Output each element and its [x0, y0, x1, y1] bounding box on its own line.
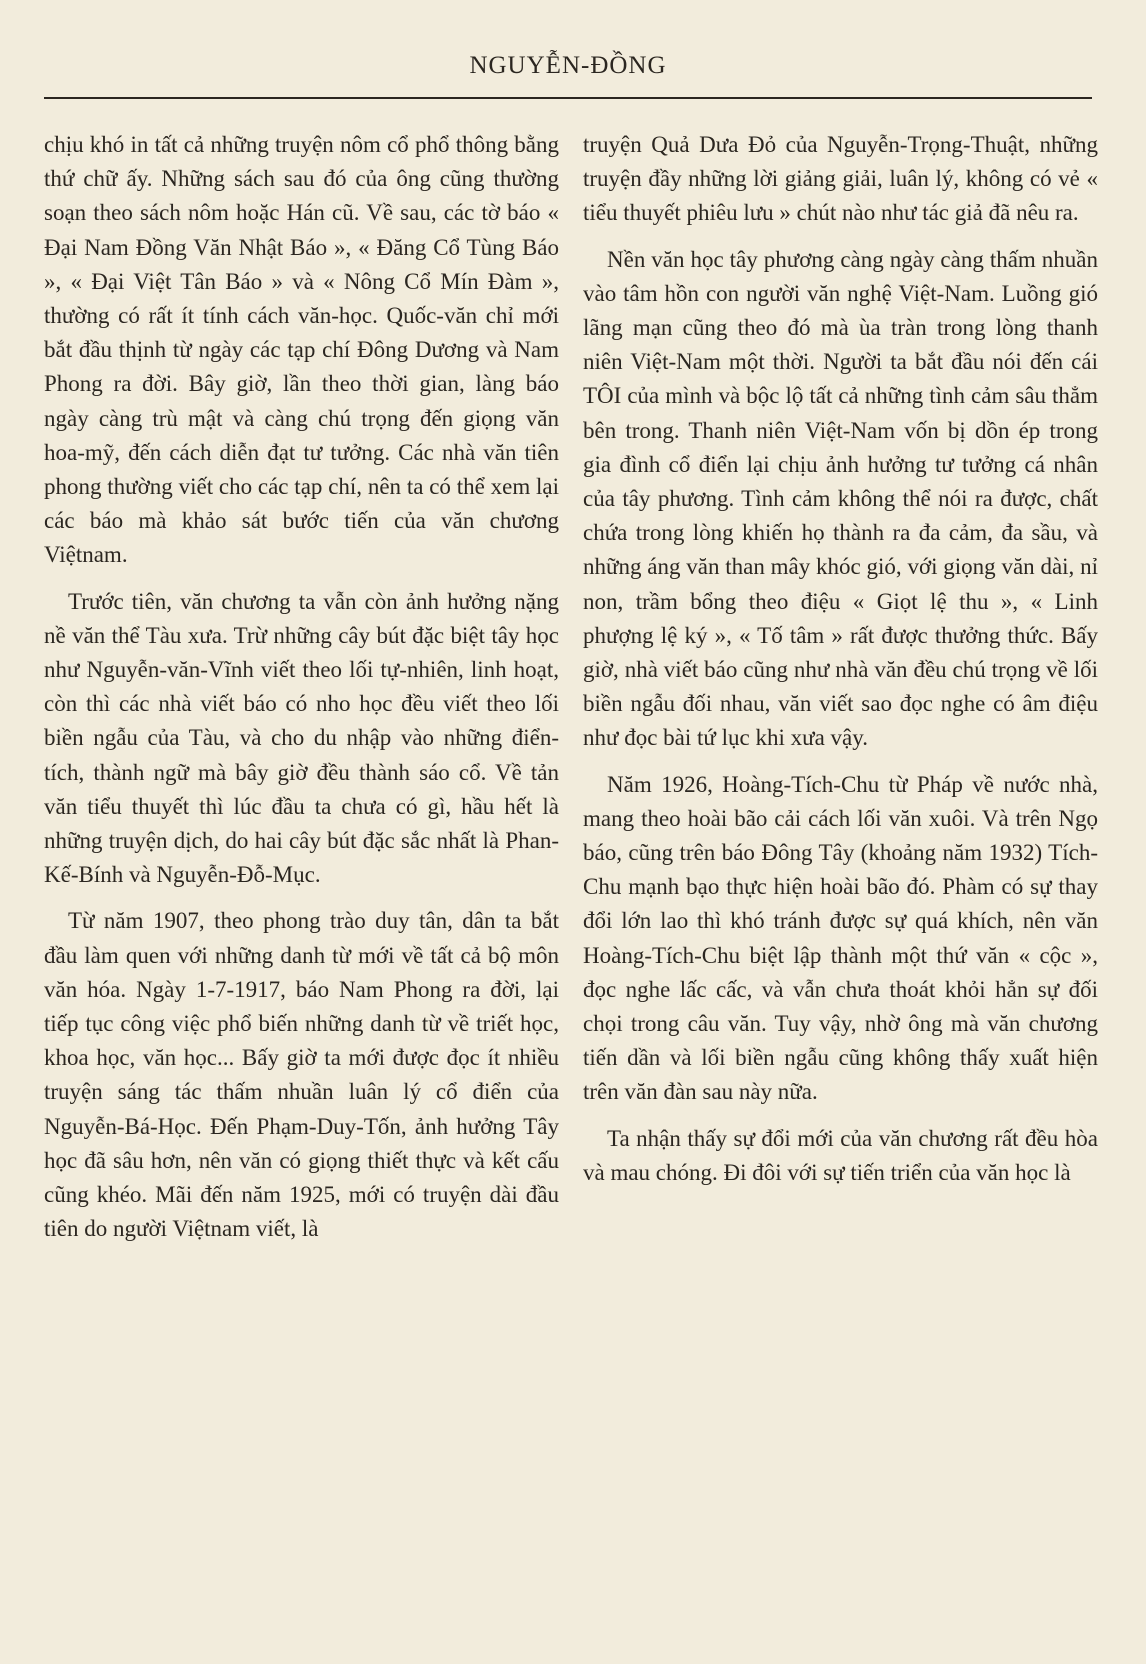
running-header: NGUYỄN-ĐỒNG [469, 52, 667, 79]
paragraph: truyện Quả Dưa Đỏ của Nguyễn-Trọng-Thuật, những truyện đầy những lời giảng giải, luân lý, không có vẻ « tiểu thuyết phiêu lưu » chút nào như tác giả đã nêu ra. [583, 132, 1098, 226]
right-column [583, 128, 1098, 1190]
paragraph: Nền văn học tây phương càng ngày càng thấm nhuần vào tâm hồn con người văn nghệ Việt-Nam. Luồng gió lãng mạn cũng theo đó mà ùa tràn trong lòng thanh niên Việt-Nam một thời. Người ta bắt đầu nói đến cái TÔI của mình và bộc lộ tất cả những tình cảm sâu thẳm bên trong. Thanh niên Việt-Nam vốn bị dồn ép trong gia đình cổ điển lại chịu ảnh hưởng tư tưởng cá nhân của tây phương. Tình cảm không thể nói ra được, chất chứa trong lòng khiến họ thành ra đa cảm, đa sầu, và những áng văn than mây khóc gió, với giọng văn dài, nỉ non, trầm bổng theo điệu « Giọt lệ thu », « Linh phượng lệ ký », « Tố tâm » rất được thưởng thức. Bấy giờ, nhà viết báo cũng như nhà văn đều chú trọng về lối biền ngẫu đối nhau, văn viết sao đọc nghe có âm điệu như đọc bài tứ lục khi xưa vậy. [583, 246, 1098, 751]
paragraph: Năm 1926, Hoàng-Tích-Chu từ Pháp về nước nhà, mang theo hoài bão cải cách lối văn xuôi. Và trên Ngọ báo, cũng trên báo Đông Tây (khoảng năm 1932) Tích-Chu mạnh bạo thực hiện hoài bão đó. Phàm có sự thay đổi lớn lao thì khó tránh được sự quá khích, nên văn Hoàng-Tích-Chu biệt lập thành một thứ văn « cộc », đọc nghe lấc cấc, và vẫn chưa thoát khỏi hẳn sự đối chọi trong câu văn. Tuy vậy, nhờ ông mà văn chương tiến dần và lối biền ngẫu cũng không thấy xuất hiện trên văn đàn sau này nữa. [583, 771, 1098, 1105]
paragraph: Ta nhận thấy sự đổi mới của văn chương rất đều hòa và mau chóng. Đi đôi với sự tiến triển của văn học là [583, 1125, 1098, 1185]
header-rule [44, 97, 1092, 99]
paragraph: Từ năm 1907, theo phong trào duy tân, dân ta bắt đầu làm quen với những danh từ mới về tất cả bộ môn văn hóa. Ngày 1-7-1917, báo Nam Phong ra đời, lại tiếp tục công việc phổ biến những danh từ về triết học, khoa học, văn học... Bấy giờ ta mới được đọc ít nhiều truyện sáng tác thấm nhuần luân lý cổ điển của Nguyễn-Bá-Học. Đến Phạm-Duy-Tốn, ảnh hưởng Tây học đã sâu hơn, nên văn có giọng thiết thực và kết cấu cũng khéo. Mãi đến năm 1925, mới có truyện dài đầu tiên do người Việtnam viết, là [44, 908, 559, 1242]
paragraph: Trước tiên, văn chương ta vẫn còn ảnh hưởng nặng nề văn thể Tàu xưa. Trừ những cây bút đặc biệt tây học như Nguyễn-văn-Vĩnh viết theo lối tự-nhiên, linh hoạt, còn thì các nhà viết báo có nho học đều viết theo lối biền ngẫu của Tàu, và cho du nhập vào những điển-tích, thành ngữ mà bây giờ đều thành sáo cổ. Về tản văn tiểu thuyết thì lúc đầu ta chưa có gì, hầu hết là những truyện dịch, do hai cây bút đặc sắc nhất là Phan-Kế-Bính và Nguyễn-Đỗ-Mục. [44, 588, 559, 888]
left-column [44, 128, 559, 1247]
paragraph: chịu khó in tất cả những truyện nôm cổ phổ thông bằng thứ chữ ấy. Những sách sau đó của ông cũng thường soạn theo sách nôm hoặc Hán cũ. Về sau, các tờ báo « Đại Nam Đồng Văn Nhật Báo », « Đăng Cổ Tùng Báo », « Đại Việt Tân Báo » và « Nông Cổ Mín Đàm », thường có rất ít tính cách văn-học. Quốc-văn chỉ mới bắt đầu thịnh từ ngày các tạp chí Đông Dương và Nam Phong ra đời. Bây giờ, lần theo thời gian, làng báo ngày càng trù mật và càng chú trọng đến giọng văn hoa-mỹ, đến cách diễn đạt tư tưởng. Các nhà văn tiên phong thường viết cho các tạp chí, nên ta có thể xem lại các báo mà khảo sát bước tiến của văn chương Việtnam. [44, 132, 559, 568]
